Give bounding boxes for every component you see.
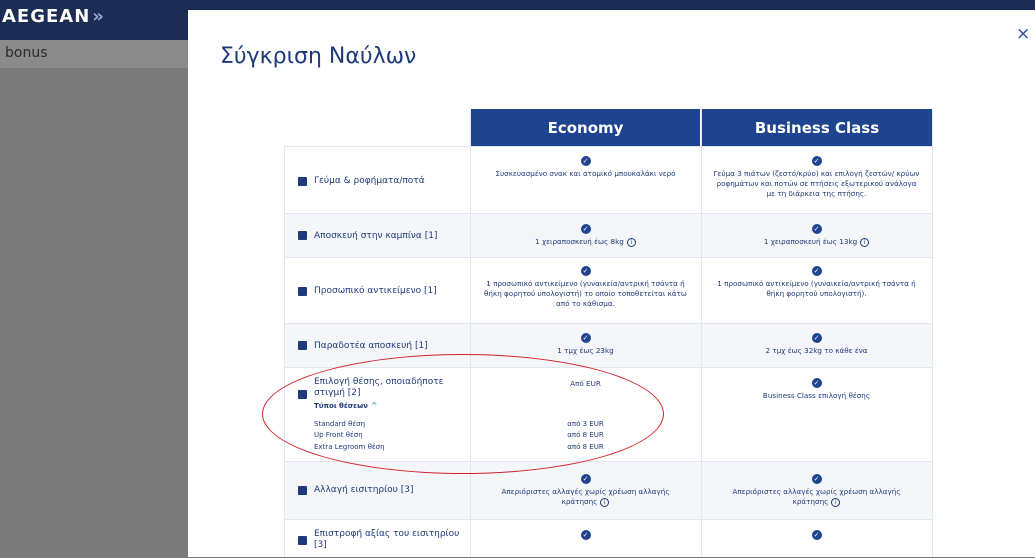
table-left-border: [284, 146, 285, 557]
check-icon: ✓: [812, 156, 822, 166]
business-personal-item: ✓ 1 προσωπικό αντικείμενο (γυναικεία/αντρική τσάντα ή θήκη φορητού υπολογιστή).: [717, 267, 916, 298]
seat-price-standard: από 3 EUR: [567, 420, 604, 428]
check-icon: ✓: [812, 378, 822, 388]
row-label: Αποσκευή στην καμπίνα [1]: [314, 231, 438, 241]
economy-refund: [471, 530, 700, 543]
check-icon: ✓: [581, 224, 591, 234]
row-label: Γεύμα & ροφήματα/ποτά: [314, 176, 425, 186]
calendar-icon: [298, 486, 307, 495]
row-label: Προσωπικό αντικείμενο [1]: [314, 286, 437, 296]
seat-option-standard: Standard θέση: [314, 420, 366, 428]
business-seat: ✓ Business Class επιλογή θέσης: [762, 379, 871, 400]
business-meals: ✓ Γεύμα 3 πιάτων (ζεστό/κρύο) και επιλογή ζεστών/ κρύων ροφημάτων και ποτών σε πτήσεις εξωτερικού ανάλογα με τη διάρκεια της πτήσης.: [713, 157, 920, 198]
row-label: Παραδοτέα αποσκευή [1]: [314, 341, 428, 351]
info-icon[interactable]: i: [627, 238, 636, 247]
check-icon: ✓: [581, 266, 591, 276]
check-icon: ✓: [812, 474, 822, 484]
business-column-header: Business Class: [702, 109, 932, 146]
chevron-up-icon: ^: [370, 401, 378, 410]
check-icon: ✓: [812, 333, 822, 343]
economy-seat: Από EUR: [570, 379, 601, 388]
wallet-icon: [298, 536, 307, 545]
seat-option-extra-legroom: Extra Legroom θέση: [314, 443, 385, 451]
check-icon: ✓: [581, 333, 591, 343]
modal-title: Σύγκριση Ναύλων: [220, 44, 417, 69]
personal-item-icon: [298, 287, 307, 296]
business-checked-bag: ✓ 2 τμχ έως 32kg το κάθε ένα: [765, 334, 868, 355]
cabin-bag-icon: [298, 231, 307, 240]
annotation-ellipse: [262, 354, 664, 474]
row-label: Επιλογή θέσης, οποιαδήποτε στιγμή [2]: [314, 377, 444, 398]
info-icon[interactable]: i: [831, 498, 840, 507]
check-icon: ✓: [812, 224, 822, 234]
business-refund: [702, 530, 931, 543]
business-change: ✓ Απεριόριστες αλλαγές χωρίς χρέωση αλλαγής κράτησης i: [732, 475, 901, 506]
close-icon[interactable]: ×: [1016, 24, 1031, 44]
row-label: Επιστροφή αξίας του εισιτηρίου [3]: [314, 529, 460, 550]
check-icon: ✓: [581, 530, 591, 540]
aegean-logo-mark-icon: »: [92, 6, 105, 27]
check-icon: ✓: [812, 530, 822, 540]
check-icon: ✓: [581, 156, 591, 166]
seat-types-toggle[interactable]: Τύποι θέσεων ^: [314, 401, 378, 410]
economy-cabin-bag: ✓ 1 χειραποσκευή έως 8kg i: [471, 224, 700, 247]
meal-icon: [298, 177, 307, 186]
seat-option-up-front: Up Front θέση: [314, 431, 363, 439]
economy-column-header: Economy: [471, 109, 700, 146]
economy-personal-item: ✓ 1 προσωπικό αντικείμενο (γυναικεία/αντρική τσάντα ή θήκη φορητού υπολογιστή) το οποίο τοποθετείται κάτω από το κάθισμα.: [484, 267, 687, 308]
row-label: Αλλαγή εισιτηρίου [3]: [314, 485, 414, 495]
business-cabin-bag: ✓ 1 χειραποσκευή έως 13kg i: [702, 224, 931, 247]
bonus-logo[interactable]: bonus: [5, 45, 48, 61]
economy-meals: ✓ Συσκευασμένο σνακ και ατομικό μπουκαλάκι νερό: [495, 157, 676, 178]
seat-price-up-front: από 8 EUR: [567, 431, 604, 439]
check-icon: ✓: [812, 266, 822, 276]
info-icon[interactable]: i: [600, 498, 609, 507]
checked-bag-icon: [298, 341, 307, 350]
column-divider: [470, 109, 471, 557]
check-icon: ✓: [581, 474, 591, 484]
seat-price-extra-legroom: από 8 EUR: [567, 443, 604, 451]
economy-change: ✓ Απεριόριστες αλλαγές χωρίς χρέωση αλλαγής κράτησης i: [501, 475, 670, 506]
economy-checked-bag: ✓ 1 τμχ έως 23kg: [557, 334, 614, 355]
info-icon[interactable]: i: [860, 238, 869, 247]
column-divider: [701, 109, 702, 557]
column-divider: [932, 109, 933, 557]
aegean-logo[interactable]: AEGEAN »: [2, 6, 105, 27]
